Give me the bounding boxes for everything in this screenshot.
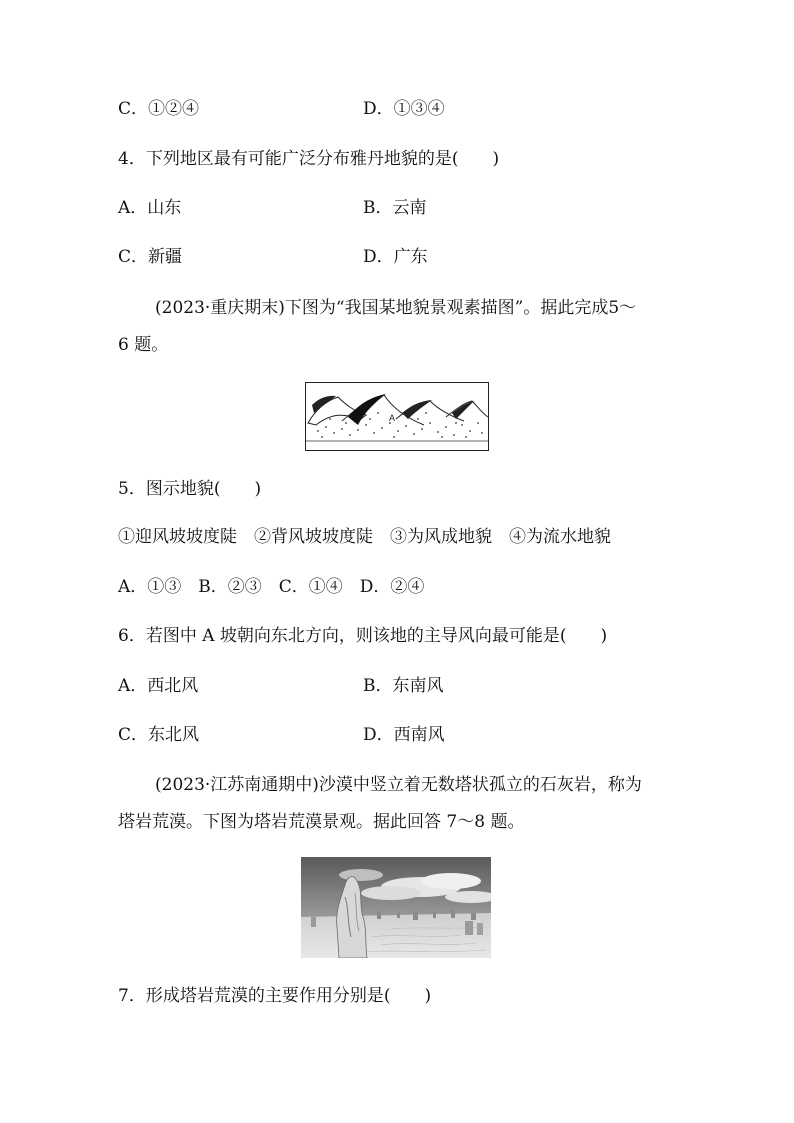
pinnacle-desert-photo	[301, 857, 491, 958]
q6-option-b: B．东南风	[363, 676, 444, 696]
q6-option-a: A．西北风	[118, 676, 199, 696]
q4-option-b: B．云南	[363, 198, 427, 218]
q4-option-a: A．山东	[118, 198, 182, 218]
pinnacle-desert-image	[301, 857, 491, 958]
q6-option-c: C．东北风	[118, 725, 200, 745]
q6-stem: 6．若图中 A 坡朝向东北方向，则该地的主导风向最可能是( )	[118, 626, 608, 646]
dune-sketch	[306, 383, 488, 450]
intro-5-6-line1: (2023·重庆期末)下图为“我国某地貌景观素描图”。据此完成5～	[155, 298, 637, 318]
dune-sketch-figure	[305, 382, 489, 451]
intro-7-8-line1: (2023·江苏南通期中)沙漠中竖立着无数塔状孤立的石灰岩，称为	[155, 775, 642, 795]
slope-label: A	[389, 413, 396, 423]
q3-option-d: D．①③④	[363, 99, 445, 119]
intro-7-8-line2: 塔岩荒漠。下图为塔岩荒漠景观。据此回答 7～8 题。	[118, 812, 525, 832]
q7-stem: 7．形成塔岩荒漠的主要作用分别是( )	[118, 986, 432, 1006]
q4-option-c: C．新疆	[118, 247, 183, 267]
q4-stem: 4．下列地区最有可能广泛分布雅丹地貌的是( )	[118, 149, 500, 169]
q6-option-d: D．西南风	[363, 725, 445, 745]
q5-options: A．①③ B．②③ C．①④ D．②④	[118, 577, 425, 597]
intro-5-6-line2: 6 题。	[118, 335, 169, 355]
q5-items: ①迎风坡坡度陡 ②背风坡坡度陡 ③为风成地貌 ④为流水地貌	[118, 527, 611, 547]
q3-option-c: C．①②④	[118, 99, 200, 119]
q4-option-d: D．广东	[363, 247, 428, 267]
q5-stem: 5．图示地貌( )	[118, 479, 262, 499]
